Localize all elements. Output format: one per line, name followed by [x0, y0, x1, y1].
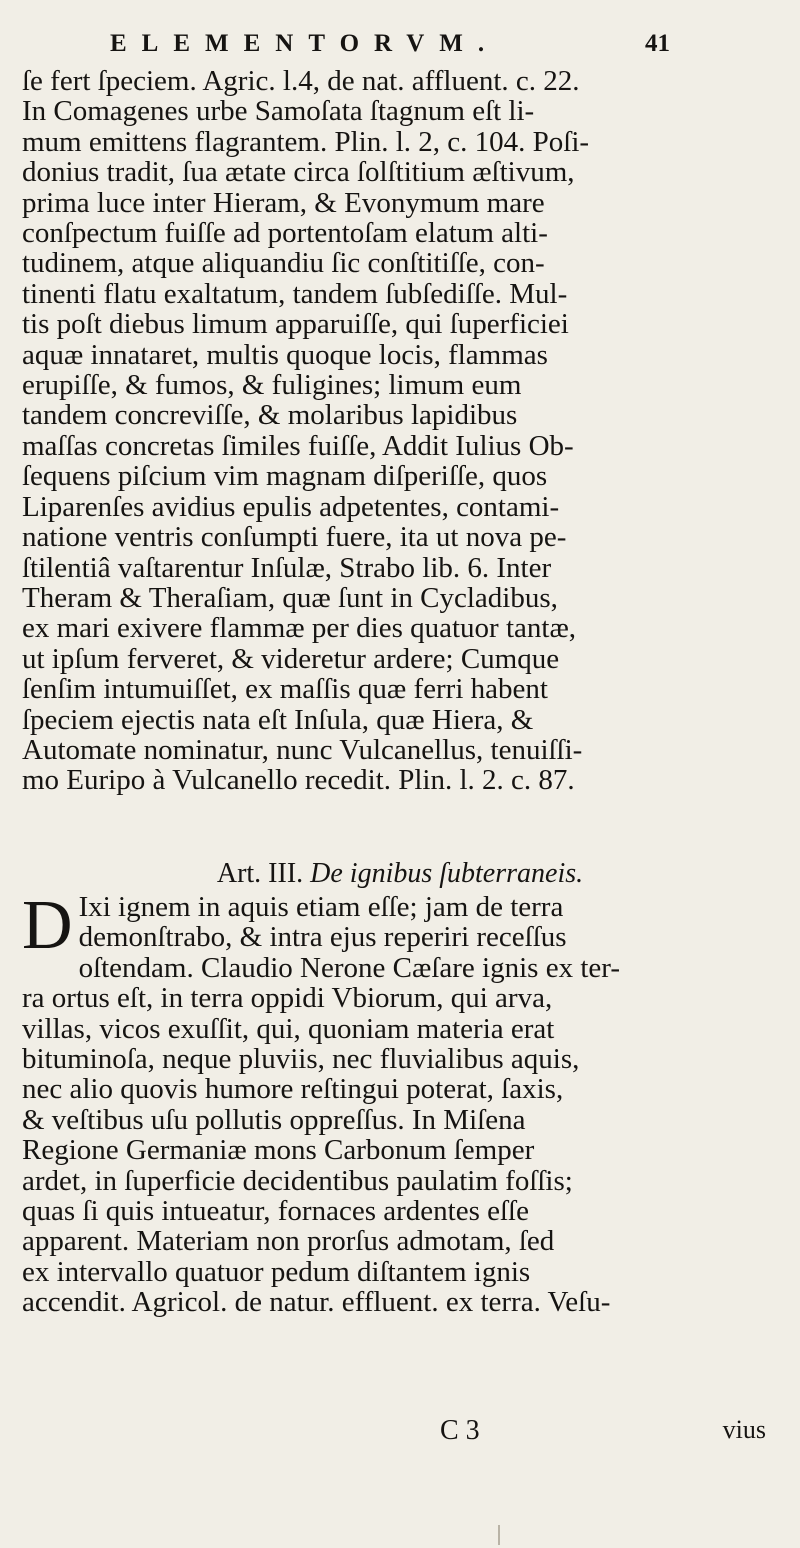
text-line: Regione Germaniæ mons Carbonum ſemper — [22, 1135, 535, 1166]
text-line: villas, vicos exuſſit, qui, quoniam materia erat — [22, 1013, 555, 1045]
paragraph-2 — [22, 887, 782, 1318]
drop-cap: D — [22, 887, 73, 964]
text-line: oſtendam. Claudio Nerone Cæſare ignis ex ter- — [78, 952, 620, 984]
running-header — [110, 30, 670, 62]
text-line: aquæ innataret, multis quoque locis, flammas — [22, 339, 548, 371]
paragraph-1 — [22, 66, 782, 796]
text-line: nec alio quovis humore reſtingui poterat, ſaxis, — [22, 1074, 564, 1105]
text-line: ſenſim intumuiſſet, ex maſſis quæ ferri habent — [22, 674, 548, 705]
text-line: Theram & Theraſiam, quæ ſunt in Cycladibus, — [22, 582, 558, 614]
text-line: ſtilentiâ vaſtarentur Inſulæ, Strabo lib. 6. Inter — [22, 552, 552, 583]
text-line: Automate nominatur, nunc Vulcanellus, tenuiſſi- — [22, 734, 583, 766]
article-number: Art. III. — [216, 858, 304, 889]
paper-mark — [498, 1525, 500, 1545]
text-line: ut ipſum ferveret, & videretur ardere; Cumque — [22, 643, 560, 675]
text-line: Liparenſes avidius epulis adpetentes, contami- — [22, 491, 560, 523]
catchword: vius — [722, 1415, 766, 1444]
text-line: maſſas concretas ſimiles fuiſſe, Addit Iulius Ob- — [22, 430, 574, 462]
text-line: conſpectum fuiſſe ad portentoſam elatum alti- — [22, 218, 548, 249]
text-line: demonſtrabo, & intra ejus reperiri receſſus — [78, 922, 567, 953]
text-line: prima luce inter Hieram, & Evonymum mare — [22, 187, 545, 219]
text-line: accendit. Agricol. de natur. effluent. ex terra. Veſu- — [22, 1287, 611, 1318]
text-line: apparent. Materiam non prorſus admotam, ſed — [22, 1226, 555, 1257]
text-line: ſpeciem ejectis nata eſt Inſula, quæ Hiera, & — [22, 704, 534, 735]
text-line: natione ventris conſumpti fuere, ita ut nova pe- — [22, 522, 567, 553]
text-line: erupiſſe, & fumos, & fuligines; limum eum — [22, 370, 522, 401]
signature-mark: C 3 — [440, 1415, 480, 1446]
text-line: ſequens piſcium vim magnam diſperiſſe, quos — [22, 461, 548, 492]
text-line: & veſtibus uſu pollutis oppreſſus. In Miſena — [22, 1104, 526, 1136]
text-line: mum emittens flagrantem. Plin. l. 2, c. 104. Poſi- — [22, 126, 590, 158]
text-line: tudinem, atque aliquandiu ſic conſtitiſſe, con- — [22, 248, 545, 279]
page-number: 41 — [645, 30, 670, 57]
text-line: ardet, in ſuperficie decidentibus paulatim foſſis; — [22, 1165, 573, 1197]
running-title: ELEMENTORVM. — [110, 30, 500, 57]
text-line: tis poſt diebus limum apparuiſſe, qui ſuperficiei — [22, 309, 569, 340]
section-heading — [0, 858, 800, 890]
text-line: In Comagenes urbe Samoſata ſtagnum eſt li- — [22, 96, 535, 127]
text-line: ſe fert ſpeciem. Agric. l.4, de nat. affluent. c. 22. — [22, 66, 580, 97]
text-line: mo Euripo à Vulcanello recedit. Plin. l. 2. c. 87. — [22, 765, 575, 796]
section-title: De ignibus ſubterraneis. — [310, 858, 584, 889]
text-line: quas ſi quis intueatur, fornaces ardentes eſſe — [22, 1196, 529, 1227]
text-line: ex mari exivere flammæ per dies quatuor tantæ, — [22, 613, 577, 644]
text-line: tinenti flatu exaltatum, tandem ſubſediſſe. Mul- — [22, 278, 568, 310]
text-line: ra ortus eſt, in terra oppidi Vbiorum, qui arva, — [22, 983, 553, 1014]
text-line: Ixi ignem in aquis etiam eſſe; jam de terra — [78, 892, 564, 923]
text-line: donius tradit, ſua ætate circa ſolſtitium æſtivum, — [22, 157, 575, 188]
text-line: tandem concreviſſe, & molaribus lapidibus — [22, 400, 518, 431]
text-line: ex intervallo quatuor pedum diſtantem ignis — [22, 1256, 531, 1288]
text-line: bituminoſa, neque pluviis, nec fluvialibus aquis, — [22, 1044, 580, 1075]
